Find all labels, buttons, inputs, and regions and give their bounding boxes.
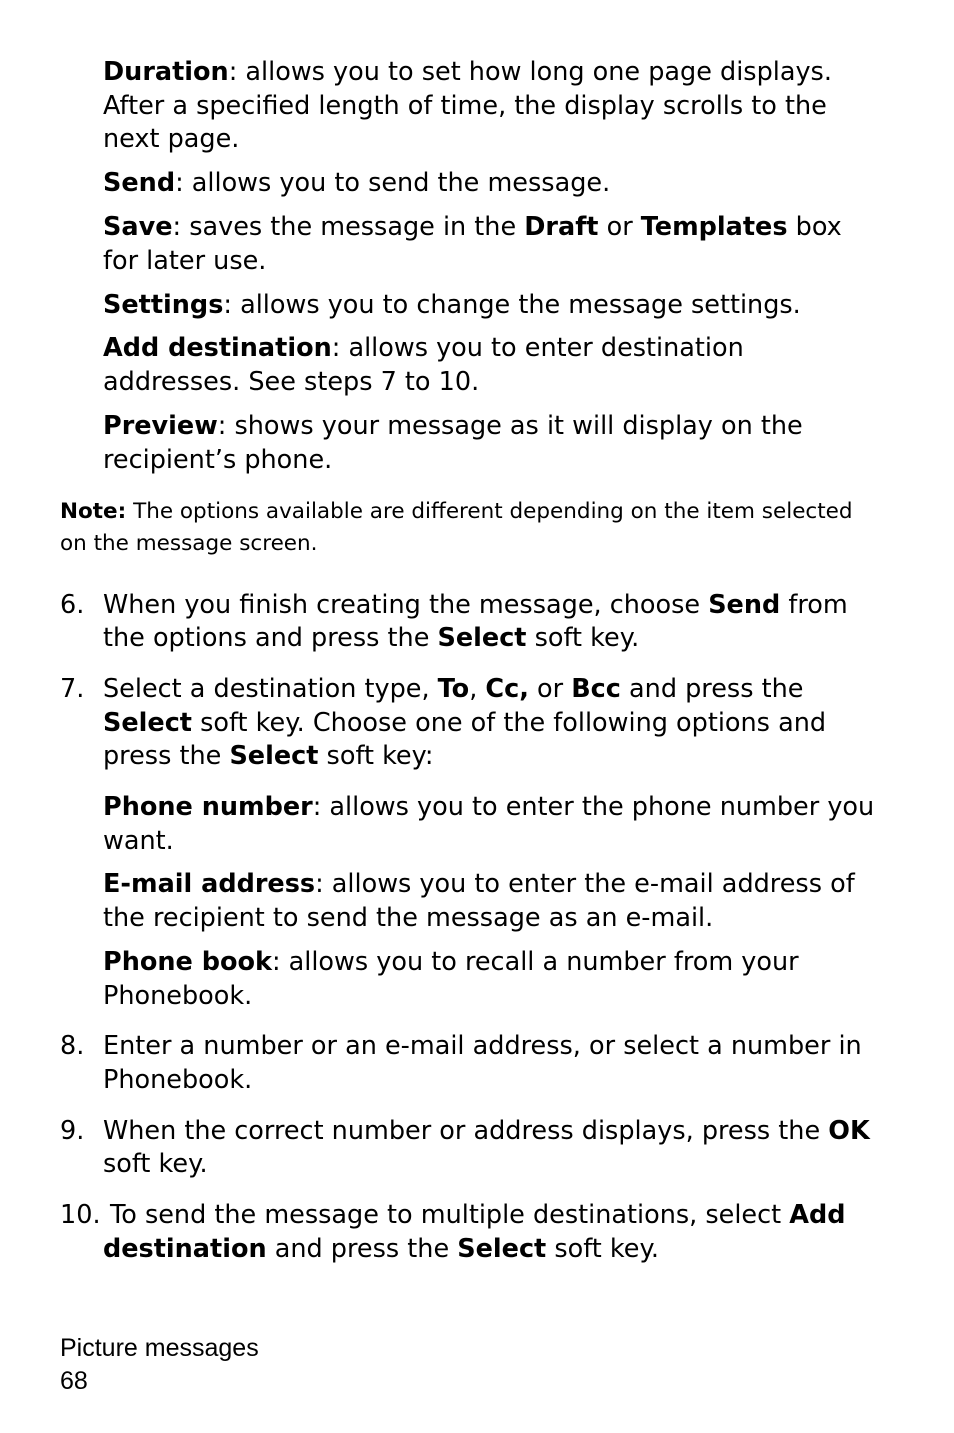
option-phone-number: Phone number: allows you to enter the phone number you <box>103 792 875 822</box>
option-term: Save <box>103 212 173 242</box>
option-email-address: E-mail address: allows you to enter the e-mail address of <box>103 869 855 899</box>
option-save: Save: saves the message in the Draft or Templates box <box>103 212 842 242</box>
footer-section-title: Picture messages <box>60 1334 259 1362</box>
option-duration: Duration: allows you to set how long one page displays. <box>103 57 832 87</box>
option-email-address-line2: the recipient to send the message as an e-mail. <box>103 903 714 933</box>
option-add-destination: Add destination: allows you to enter destination <box>103 333 744 363</box>
option-phone-book: Phone book: allows you to recall a number from your <box>103 947 799 977</box>
option-term: Duration <box>103 57 229 87</box>
option-term: Send <box>103 168 176 198</box>
step-number: 7. <box>60 674 85 704</box>
option-settings: Settings: allows you to change the message settings. <box>103 290 801 320</box>
step-number: 9. <box>60 1116 85 1146</box>
option-term: Settings <box>103 290 224 320</box>
option-add-destination-line2: addresses. See steps 7 to 10. <box>103 367 480 397</box>
note-line2: on the message screen. <box>60 531 318 556</box>
manual-page: Duration: allows you to set how long one page displays. After a specified length of time, the display scrolls to the next page. Send: allows you to send the message. Save: saves the message in the Draft or Templates box for later use. Settings: allows you to change the message settings. Add destination: allows you to enter destination addresses. See steps 7 to 10. Preview: shows your message as it will display on the recipient’s phone. Note: The options available are different depending on the item selected on the message screen. 6. When you finish creating the message, choose Send from the options and press the Select soft key. 7. Select a destination type, To, Cc, or Bcc and press the Select soft key. Choose one of the following options and press the Select soft key: Phone number: allows you to enter the phone number you want. E-mail address: allows you to enter the e-mail address of the recipient to send the message as an e-mail. Phone book: allows you to recall a number from your Phonebook. 8. Enter a number or an e-mail address, or select a number in Phonebook. 9. When the correct number or address displays, press the OK soft key. 10. To send the message to multiple destinations, select Add destination and press the Select soft key. Picture messages 68 <box>0 0 954 1433</box>
page-number: 68 <box>60 1367 88 1395</box>
option-duration-line3: next page. <box>103 124 240 154</box>
note: Note: The options available are different depending on the item selected <box>60 499 853 524</box>
option-preview-line2: recipient’s phone. <box>103 445 333 475</box>
option-preview: Preview: shows your message as it will display on the <box>103 411 803 441</box>
step-number: 6. <box>60 590 85 620</box>
step-number: 10. <box>60 1200 101 1230</box>
step-number: 8. <box>60 1031 85 1061</box>
option-term: Add destination <box>103 333 332 363</box>
option-send: Send: allows you to send the message. <box>103 168 611 198</box>
option-term: Phone number <box>103 792 313 822</box>
option-term: E-mail address <box>103 869 316 899</box>
note-label: Note: <box>60 499 127 524</box>
option-phone-book-line2: Phonebook. <box>103 981 253 1011</box>
option-phone-number-line2: want. <box>103 826 174 856</box>
option-term: Phone book <box>103 947 272 977</box>
option-save-line2: for later use. <box>103 246 267 276</box>
option-term: Preview <box>103 411 218 441</box>
option-duration-line2: After a specified length of time, the display scrolls to the <box>103 91 827 121</box>
